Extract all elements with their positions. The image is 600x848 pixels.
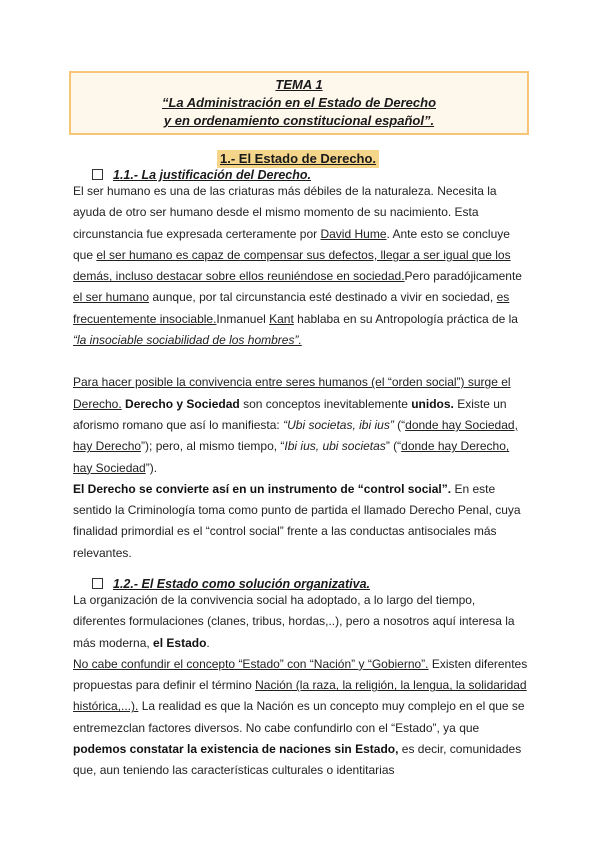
text-run-underlined: donde hay Sociedad, hay Derecho [73,417,518,454]
paragraph-nacion [73,654,528,782]
text-run-italic: Ibi ius, ubi societas [284,439,386,454]
subsection-2-body [73,590,528,782]
text-run-underlined: David Hume [320,226,387,241]
text-run: es decir, comunidades que, aun teniendo las características culturales o identitarias [73,742,522,778]
checkbox-icon [92,169,103,180]
text-run-underlined: es frecuentemente insociable. [73,290,510,326]
text-run-bold: El Derecho se convierte así en un instrumento de “control social”. [73,481,452,496]
paragraph-convivencia [73,372,528,478]
paragraph-control-social [73,479,528,564]
text-run: hablaba en su Antropología práctica de la [293,311,518,326]
subsection-heading-2-label: 1.2.- El Estado como solución organizativa. [113,577,371,591]
topic-title-line-2: y en ordenamiento constitucional español”. [163,113,435,128]
text-run: La organización de la convivencia social ha adoptado, a lo largo del tiempo, diferentes formulaciones (clanes, tribus, hordas,..), pero a nosotros aquí interesa la más moderna, [73,593,515,650]
text-run: Inmanuel [216,311,270,326]
text-run-bold: podemos constatar la existencia de naciones sin Estado, [73,742,399,757]
text-run: La realidad es que la Nación es un concepto muy complejo en el que se entremezclan factores diversos. No cabe confundirlo con el “Estado”, ya que [73,699,525,735]
title-box [69,71,529,135]
text-run-underlined: el ser humano es capaz de compensar sus defectos, llegar a ser igual que los demás, incluso destacar sobre ellos reuniéndose en sociedad. [73,247,511,284]
topic-number: TEMA 1 [275,77,323,92]
topic-title-line-1: “La Administración en el Estado de Derecho [161,95,437,110]
text-run: (“ [393,417,406,432]
text-run: . Ante esto se concluye que [73,226,510,262]
text-run-underlined: Nación (la raza, la religión, la lengua, la solidaridad histórica,...). [73,678,527,714]
text-run-bold: el Estado [153,635,207,650]
text-run: Existe un aforismo romano que así lo manifiesta: [73,396,507,432]
text-run: ” (“ [385,439,402,454]
text-run: El ser humano es una de las criaturas más débiles de la naturaleza. Necesita la ayuda de otro ser humano desde el mismo momento de su nacimiento. Esta circunstancia fue expresada certeramente por [73,184,497,241]
subsection-1-body [73,181,528,564]
text-run: Existen diferentes propuestas para definir el término [73,656,528,693]
text-run-underlined: Para hacer posible la convivencia entre seres humanos (el “orden social”) surge el Derecho. [73,375,511,411]
section-heading: 1.- El Estado de Derecho. [217,150,379,168]
text-run: En este sentido la Criminología toma como punto de partida el llamado Derecho Penal, cuya finalidad primordial es el “control social” frente a las conductas antisociales más relevantes. [73,481,521,560]
checkbox-icon [92,578,103,589]
text-run-italic-underlined: “la insociable sociabilidad de los hombres”. [73,333,302,348]
text-run-underlined: el ser humano [73,290,150,305]
text-run: aunque, por tal circunstancia esté destinado a vivir en sociedad, [149,290,497,305]
text-run-underlined: Kant [269,311,294,326]
paragraph-justificacion [73,181,528,351]
text-run: ”); pero, al mismo tiempo, “ [141,439,285,454]
text-run-bold: Derecho y Sociedad [125,396,240,411]
subsection-heading-1-label: 1.1.- La justificación del Derecho. [113,168,311,182]
text-run: son conceptos inevitablemente [239,396,412,411]
text-run: . [206,635,210,650]
text-run-bold: unidos. [411,396,454,411]
text-run-italic: “Ubi societas, ibi ius” [283,417,394,432]
text-run-underlined: No cabe confundir el concepto “Estado” con “Nación” y “Gobierno”. [73,656,429,671]
text-run: ”). [145,460,158,475]
paragraph-organizacion [73,590,528,654]
text-run-underlined: donde hay Derecho, hay Sociedad [73,439,510,475]
text-run: Pero paradójicamente [404,269,522,284]
